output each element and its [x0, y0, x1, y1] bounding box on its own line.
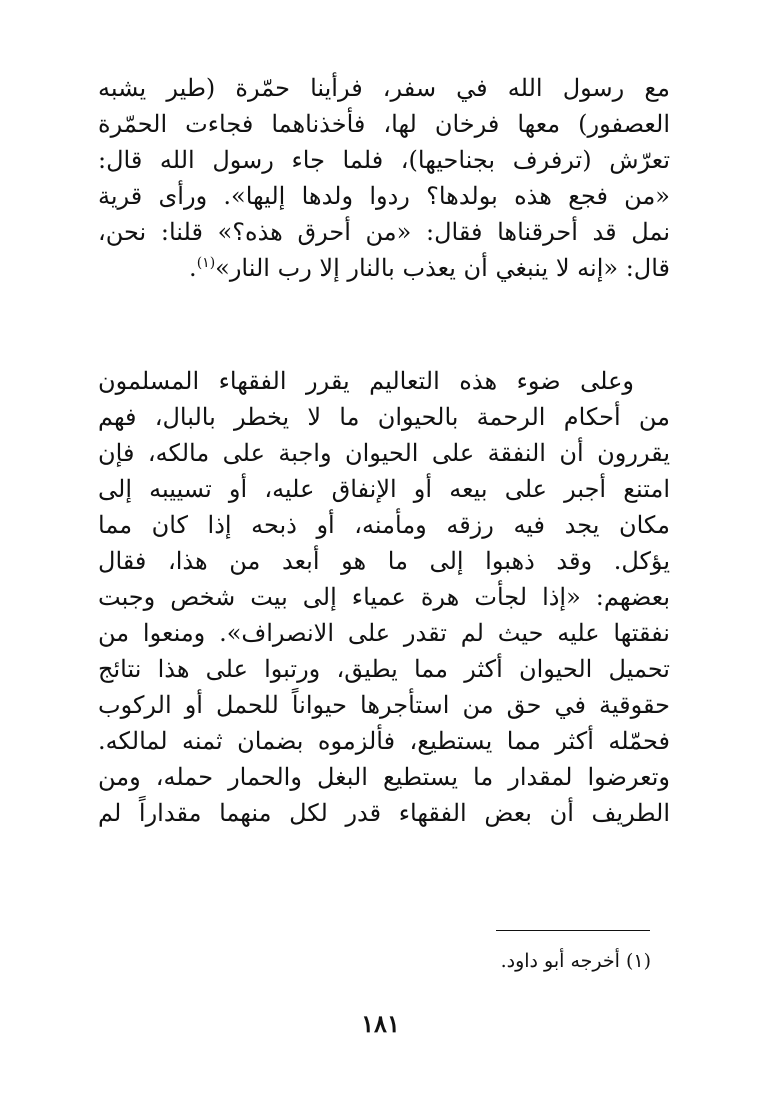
- text-line: يؤكل. وقد ذهبوا إلى ما هو أبعد من هذا، فقال: [98, 547, 670, 575]
- quote-text: قال: «إنه لا ينبغي أن يعذب بالنار إلا رب النار»: [215, 254, 670, 282]
- footnote: [501, 946, 651, 976]
- text-line-indented: وعلى ضوء هذه التعاليم يقرر الفقهاء المسلمون: [98, 367, 634, 395]
- text-line: يقررون أن النفقة على الحيوان واجبة على مالكه، فإن: [98, 439, 670, 467]
- footnote-text: أخرجه أبو داود.: [500, 950, 620, 972]
- text-line: نمل قد أحرقناها فقال: «من أحرق هذه؟» قلنا: نحن،: [98, 218, 670, 246]
- paragraph-2: [98, 363, 670, 831]
- text-line: امتنع أجبر على بيعه أو الإنفاق عليه، أو تسييبه إلى: [98, 475, 670, 503]
- text-line: العصفور) معها فرخان لها، فأخذناهما فجاءت الحمّرة: [98, 110, 670, 138]
- text-line-last: [98, 250, 670, 286]
- text-line: تحميل الحيوان أكثر مما يطيق، ورتبوا على هذا نتائج: [98, 655, 670, 683]
- footnote-divider: [496, 930, 650, 931]
- footnote-reference: (١): [196, 255, 216, 271]
- text-line: مع رسول الله في سفر، فرأينا حمّرة (طير يشبه: [98, 74, 670, 102]
- footnote-marker: (١): [625, 950, 651, 972]
- paragraph-1: [98, 70, 670, 286]
- text-line: تعرّش (ترفرف بجناحيها)، فلما جاء رسول الله قال:: [98, 146, 670, 174]
- text-line: نفقتها عليه حيث لم تقدر على الانصراف». ومنعوا من: [98, 619, 670, 647]
- text-line: من أحكام الرحمة بالحيوان ما لا يخطر بالبال، فهم: [98, 403, 670, 431]
- text-line: بعضهم: «إذا لجأت هرة عمياء إلى بيت شخص وجبت: [98, 583, 670, 611]
- text-line: وتعرضوا لمقدار ما يستطيع البغل والحمار حمله، ومن: [98, 763, 670, 791]
- text-line: الطريف أن بعض الفقهاء قدر لكل منهما مقداراً لم: [98, 799, 670, 827]
- sentence-end: .: [189, 254, 197, 282]
- text-line: «من فجع هذه بولدها؟ ردوا ولدها إليها». ورأى قرية: [98, 182, 670, 210]
- text-line: فحمّله أكثر مما يستطيع، فألزموه بضمان ثمنه لمالكه.: [98, 727, 670, 755]
- text-line: مكان يجد فيه رزقه ومأمنه، أو ذبحه إذا كان مما: [98, 511, 670, 539]
- page-number: ١٨١: [361, 1009, 400, 1038]
- text-line: حقوقية في حق من استأجرها حيواناً للحمل أو الركوب: [98, 691, 670, 719]
